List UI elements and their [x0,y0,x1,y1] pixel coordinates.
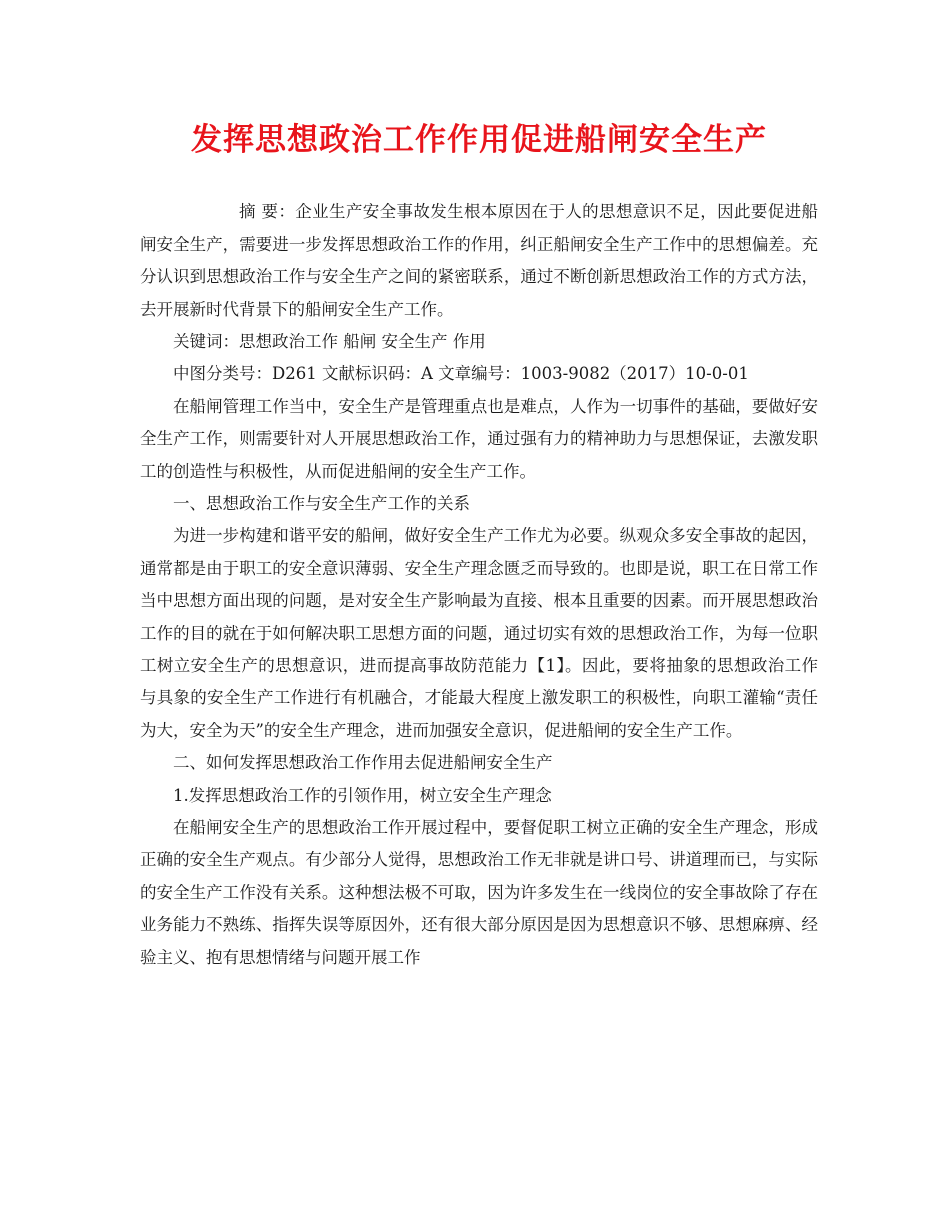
document-page [140,120,818,974]
document-title: 发挥思想政治工作作用促进船闸安全生产 [191,122,767,158]
section-2-heading: 二、如何发挥思想政治工作作用去促进船闸安全生产 [173,753,553,773]
keywords-line: 关键词：思想政治工作 船闸 安全生产 作用 [173,331,486,351]
intro-paragraph: 在船闸管理工作当中，安全生产是管理重点也是难点，人作为一切事件的基础，要做好安全生产工作，则需要针对人开展思想政治工作，通过强有力的精神助力与思想保证，去激发职工的创造性与积极性，从而促进船闸的安全生产工作。 [140,396,818,481]
section-1-paragraph: 为进一步构建和谐平安的船闸，做好安全生产工作尤为必要。纵观众多安全事故的起因，通常都是由于职工的安全意识薄弱、安全生产理念匮乏而导致的。也即是说，职工在日常工作当中思想方面出现的问题，是对安全生产影响最为直接、根本且重要的因素。而开展思想政治工作的目的就在于如何解决职工思想方面的问题，通过切实有效的思想政治工作，为每一位职工树立安全生产的思想意识，进而提高事故防范能力【1】。因此，要将抽象的思想政治工作与具象的安全生产工作进行有机融合，才能最大程度上激发职工的积极性，向职工灌输“责任为大，安全为天”的安全生产理念，进而加强安全意识，促进船闸的安全生产工作。 [140,526,818,740]
subsection-1-paragraph: 在船闸安全生产的思想政治工作开展过程中，要督促职工树立正确的安全生产理念，形成正确的安全生产观点。有少部分人觉得，思想政治工作无非就是讲口号、讲道理而已，与实际的安全生产工作没有关系。这种想法极不可取，因为许多发生在一线岗位的安全事故除了存在业务能力不熟练、指挥失误等原因外，还有很大部分原因是因为思想意识不够、思想麻痹、经验主义、抱有思想情绪与问题开展工作 [140,818,818,967]
classification-line: 中图分类号：D261 文献标识码：A 文章编号：1003-9082（2017）10-0-01 [173,364,749,384]
section-1-heading: 一、思想政治工作与安全生产工作的关系 [173,493,470,513]
abstract-paragraph: 摘 要：企业生产安全事故发生根本原因在于人的思想意识不足，因此要促进船闸安全生产，需要进一步发挥思想政治工作的作用，纠正船闸安全生产工作中的思想偏差。充分认识到思想政治工作与安全生产之间的紧密联系，通过不断创新思想政治工作的方式方法，去开展新时代背景下的船闸安全生产工作。 [140,202,818,319]
subsection-1-heading: 1.发挥思想政治工作的引领作用，树立安全生产理念 [173,785,552,805]
